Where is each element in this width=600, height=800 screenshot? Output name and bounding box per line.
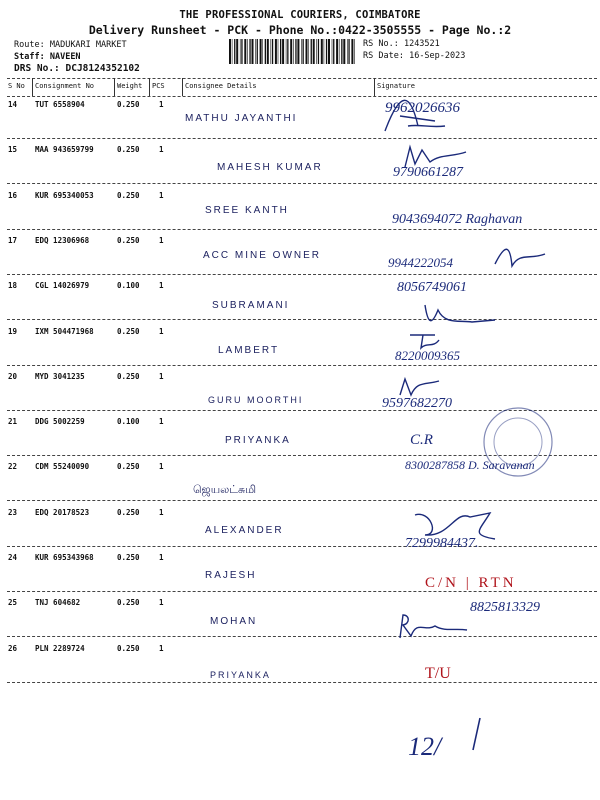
signature-entry: 9962026636: [385, 100, 460, 116]
row-pcs: 1: [159, 235, 164, 245]
consignee-handwriting: PRIYANKA: [210, 670, 271, 680]
consignee-handwriting: MATHU JAYANTHI: [185, 113, 298, 124]
col-details: Consignee Details: [185, 82, 257, 90]
row-sno: 24: [8, 553, 18, 562]
row-separator: [7, 546, 597, 547]
header-top-line: [7, 78, 597, 79]
consignee-handwriting: GURU MOORTHI: [208, 395, 304, 405]
consignee-handwriting: LAMBERT: [218, 345, 280, 356]
row-pcs: 1: [159, 326, 164, 336]
col-divider: [149, 78, 150, 96]
signature-entry: 9944222054: [388, 255, 453, 270]
rs-date-label: RS Date:: [363, 51, 404, 61]
row-consignment-no: MAA 943659799: [35, 145, 94, 155]
row-weight: 0.250: [117, 598, 140, 608]
row-sno: 23: [8, 507, 18, 517]
col-divider: [114, 78, 115, 96]
signature-entry: 7299984437.: [405, 536, 479, 551]
route-info: [14, 39, 140, 75]
row-consignment-no: EDQ 12306968: [35, 235, 90, 245]
row-separator: [7, 183, 597, 184]
consignee-handwriting: ஜெயலட்சுமி: [193, 484, 257, 496]
route-value: MADUKARI MARKET: [49, 40, 127, 50]
row-pcs: 1: [159, 371, 164, 381]
row-separator: [7, 319, 597, 320]
row-sno: 25: [8, 598, 18, 608]
row-consignment-no: DDG 5002259: [35, 417, 85, 427]
pen-stroke: [465, 715, 485, 755]
drs-label: DRS No.:: [14, 63, 60, 74]
row-weight: 0.100: [117, 281, 140, 291]
row-separator: [7, 682, 597, 683]
row-consignment-no: TUT 6558904: [35, 100, 85, 109]
signature-entry: 8300287858 D. Saravanan: [405, 458, 535, 472]
row-sno: 19: [8, 326, 18, 336]
route-label: Route:: [14, 40, 45, 50]
row-weight: 0.100: [117, 417, 140, 427]
signature-entry: 8056749061: [397, 280, 467, 295]
col-divider: [182, 78, 183, 96]
signature-entry: 9790661287: [393, 165, 463, 180]
rs-no-value: 1243521: [403, 39, 440, 49]
row-pcs: 1: [159, 553, 164, 562]
row-consignment-no: IXM 504471968: [35, 326, 94, 336]
return-mark: C/N | RTN: [425, 575, 517, 591]
row-sno: 22: [8, 462, 18, 472]
consignee-handwriting: ALEXANDER: [205, 525, 284, 536]
signature-scribble: [400, 142, 470, 170]
staff-value: NAVEEN: [49, 52, 81, 62]
consignee-handwriting: ACC MINE OWNER: [203, 250, 321, 261]
row-weight: 0.250: [117, 100, 140, 109]
col-consignment: Consignment No: [35, 82, 95, 90]
row-weight: 0.250: [117, 462, 140, 472]
row-separator: [7, 636, 597, 637]
row-pcs: 1: [159, 462, 164, 472]
row-weight: 0.250: [117, 326, 140, 336]
row-weight: 0.250: [117, 553, 140, 562]
staff-label: Staff:: [14, 52, 45, 62]
row-pcs: 1: [159, 190, 164, 200]
signature-scribble: [420, 300, 500, 330]
rs-info: [363, 38, 465, 62]
col-sno: S No: [8, 82, 25, 90]
col-pcs: PCS: [152, 82, 165, 90]
runsheet-subtitle: Delivery Runsheet - PCK - Phone No.:0422-3505555 - Page No.:2: [88, 23, 512, 37]
return-mark: T/U: [425, 665, 451, 682]
rs-no-label: RS No.:: [363, 39, 399, 49]
row-weight: 0.250: [117, 643, 140, 653]
consignee-handwriting: PRIYANKA: [225, 435, 291, 446]
consignee-handwriting: MAHESH KUMAR: [217, 162, 323, 173]
signature-entry: 8220009365: [395, 348, 460, 363]
row-sno: 26: [8, 643, 18, 653]
row-weight: 0.250: [117, 507, 140, 517]
row-sno: 16: [8, 190, 18, 200]
signature-scribble: [395, 375, 445, 399]
row-separator: [7, 365, 597, 366]
signature-scribble: [395, 610, 475, 640]
col-weight: Weight: [117, 82, 143, 90]
rs-date-value: 16-Sep-2023: [409, 51, 466, 61]
consignee-handwriting: RAJESH: [205, 570, 257, 581]
header-bottom-line: [7, 96, 597, 97]
signature-entry: 9597682270: [382, 396, 452, 411]
row-consignment-no: PLN 2289724: [35, 643, 85, 653]
row-consignment-no: CDM 55240090: [35, 462, 90, 472]
consignee-handwriting: SUBRAMANI: [212, 300, 290, 311]
row-sno: 15: [8, 145, 18, 155]
row-consignment-no: EDQ 20178523: [35, 507, 90, 517]
consignee-handwriting: SREE KANTH: [205, 205, 289, 216]
row-pcs: 1: [159, 507, 164, 517]
col-signature: Signature: [377, 82, 415, 90]
barcode: [229, 39, 357, 64]
row-sno: 20: [8, 371, 18, 381]
signature-scribble: [405, 330, 445, 352]
company-title: THE PROFESSIONAL COURIERS, COIMBATORE: [179, 9, 421, 21]
row-consignment-no: KUR 695340053: [35, 190, 94, 200]
row-consignment-no: TNJ 604682: [35, 598, 81, 608]
signature-scribble: [380, 86, 450, 138]
row-separator: [7, 500, 597, 501]
col-divider: [32, 78, 33, 96]
row-sno: 17: [8, 235, 18, 245]
row-sno: 14: [8, 100, 18, 109]
row-pcs: 1: [159, 145, 164, 155]
col-divider: [374, 78, 375, 96]
signature-scribble: [490, 242, 550, 270]
consignee-handwriting: MOHAN: [210, 616, 258, 627]
row-weight: 0.250: [117, 371, 140, 381]
row-consignment-no: CGL 14026979: [35, 281, 90, 291]
drs-value: DCJ8124352102: [65, 63, 140, 74]
row-pcs: 1: [159, 281, 164, 291]
signature-entry: 8825813329: [470, 600, 540, 615]
row-consignment-no: KUR 695343968: [35, 553, 94, 562]
row-weight: 0.250: [117, 235, 140, 245]
row-pcs: 1: [159, 417, 164, 427]
row-separator: [7, 274, 597, 275]
row-pcs: 1: [159, 598, 164, 608]
row-sno: 21: [8, 417, 18, 427]
row-pcs: 1: [159, 100, 164, 109]
table-header: [7, 80, 597, 94]
row-weight: 0.250: [117, 145, 140, 155]
row-consignment-no: MYD 3041235: [35, 371, 85, 381]
signature-entry: 9043694072 Raghavan: [392, 212, 523, 227]
row-pcs: 1: [159, 643, 164, 653]
footer-mark: 12/: [408, 732, 442, 761]
row-weight: 0.250: [117, 190, 140, 200]
row-sno: 18: [8, 281, 18, 291]
row-separator: [7, 229, 597, 230]
signature-entry: C.R: [410, 432, 433, 448]
row-separator: [7, 138, 597, 139]
